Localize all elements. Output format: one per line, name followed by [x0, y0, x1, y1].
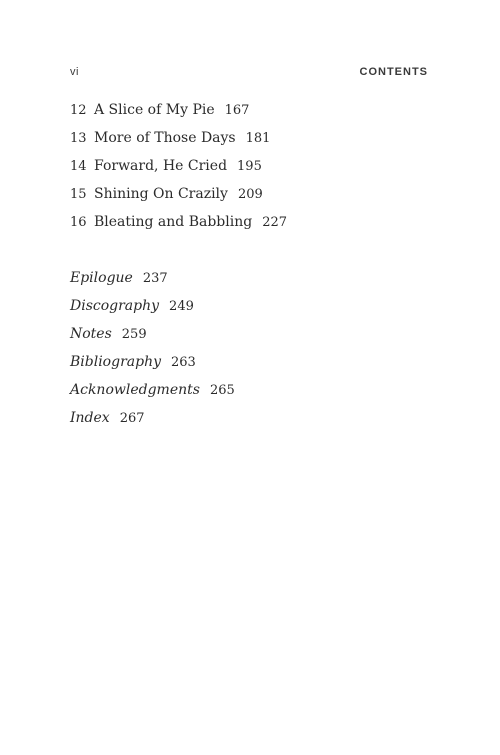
- back-matter-title: Acknowledgments: [70, 382, 200, 398]
- toc-entry-chapter-15[interactable]: [70, 180, 287, 208]
- back-matter-page-number: 263: [171, 355, 196, 370]
- chapter-title: Shining On Crazily: [94, 186, 228, 202]
- toc-entry-acknowledgments[interactable]: [70, 376, 235, 404]
- chapter-page-number: 195: [237, 159, 262, 174]
- chapter-title: Forward, He Cried: [94, 158, 228, 174]
- back-matter-page-number: 237: [142, 271, 168, 286]
- chapter-list: [70, 96, 287, 236]
- toc-entry-chapter-16[interactable]: [70, 208, 287, 236]
- chapter-page-number: 227: [262, 215, 288, 230]
- chapter-number: 16: [70, 215, 87, 230]
- back-matter-title: Notes: [70, 326, 112, 342]
- toc-entry-bibliography[interactable]: [70, 348, 235, 376]
- chapter-page-number: 209: [237, 187, 263, 202]
- chapter-title: Bleating and Babbling: [94, 214, 253, 230]
- back-matter-list: [70, 264, 235, 432]
- toc-entry-discography[interactable]: [70, 292, 235, 320]
- back-matter-title: Epilogue: [70, 270, 133, 286]
- back-matter-title: Index: [70, 410, 110, 426]
- chapter-page-number: 167: [224, 103, 250, 118]
- toc-entry-epilogue[interactable]: [70, 264, 235, 292]
- back-matter-page-number: 265: [209, 383, 235, 398]
- back-matter-title: Bibliography: [70, 354, 161, 370]
- chapter-number: 15: [70, 187, 87, 202]
- back-matter-page-number: 259: [121, 327, 147, 342]
- toc-entry-index[interactable]: [70, 404, 235, 432]
- page-folio: vi: [70, 66, 79, 78]
- chapter-title: A Slice of My Pie: [94, 102, 215, 118]
- chapter-page-number: 181: [245, 131, 271, 146]
- back-matter-page-number: 267: [119, 411, 145, 426]
- section-title: CONTENTS: [359, 66, 428, 78]
- toc-entry-notes[interactable]: [70, 320, 235, 348]
- chapter-title: More of Those Days: [94, 130, 236, 146]
- toc-entry-chapter-14[interactable]: [70, 152, 287, 180]
- toc-entry-chapter-13[interactable]: [70, 124, 287, 152]
- chapter-number: 13: [70, 131, 87, 146]
- chapter-number: 12: [70, 103, 87, 118]
- running-head: [70, 66, 428, 78]
- toc-entry-chapter-12[interactable]: [70, 96, 287, 124]
- back-matter-title: Discography: [70, 298, 160, 314]
- chapter-number: 14: [70, 159, 87, 174]
- back-matter-page-number: 249: [169, 299, 194, 314]
